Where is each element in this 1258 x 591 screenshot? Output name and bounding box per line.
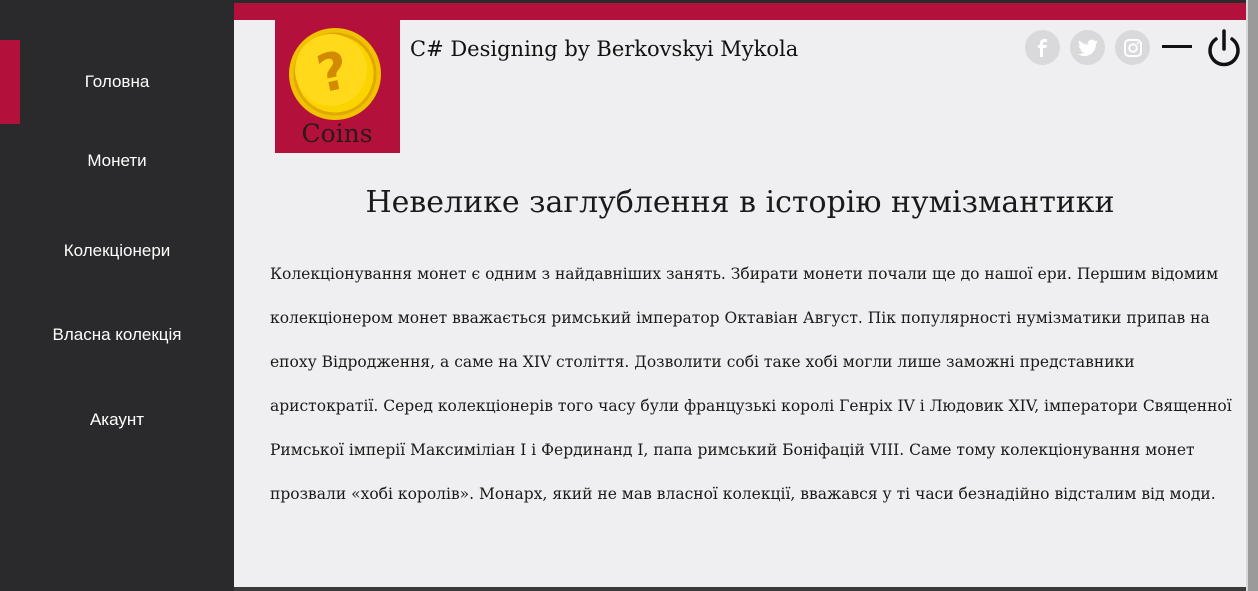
logo-text: Coins xyxy=(301,119,373,148)
article-body: Колекціонування монет є одним з найдавніших занять. Збирати монети почали ще до нашої ери. Першим відомим колекціонером монет вважається римський імператор Октавіан Август. Пік популярності нумізматики припав на епоху Відродження, а саме на XIV століття. Дозволити собі таке хобі могли лише заможні представники аристократії. Серед колекціонерів того часу були французькі королі Генріх IV і Людовик XIV, імператори Священної Римської імперії Максиміліан I і Фердинанд I, папа римський Боніфацій VIII. Саме тому колекціонування монет прозвали «хобі королів». Монарх, який не мав власної колекції, вважався у ті часи безнадійно відсталим від моди. xyxy=(270,265,1232,503)
coins-logo xyxy=(275,20,400,153)
power-off-icon[interactable] xyxy=(1205,28,1243,70)
instagram-icon[interactable] xyxy=(1115,30,1150,65)
twitter-icon[interactable] xyxy=(1070,30,1105,65)
bottom-strip xyxy=(234,587,1246,591)
sidebar-item-account[interactable]: Акаунт xyxy=(89,410,145,429)
sidebar-item-own-collection[interactable]: Власна колекція xyxy=(52,325,182,344)
sidebar xyxy=(0,0,234,591)
svg-text:?: ? xyxy=(311,40,354,106)
main-content xyxy=(234,3,1246,587)
facebook-icon[interactable] xyxy=(1025,30,1060,65)
top-accent-bar xyxy=(234,3,1246,20)
article-heading: Невелике заглублення в історію нумізмантики xyxy=(365,185,1115,220)
window-edge-highlight xyxy=(1246,0,1248,591)
minimize-button[interactable] xyxy=(1162,45,1192,48)
sidebar-item-collectors[interactable]: Колекціонери xyxy=(63,241,171,260)
sidebar-item-coins[interactable]: Монети xyxy=(87,151,147,170)
sidebar-item-home[interactable]: Головна xyxy=(84,72,150,91)
app-title: C# Designing by Berkovskyi Mykola xyxy=(410,37,799,61)
